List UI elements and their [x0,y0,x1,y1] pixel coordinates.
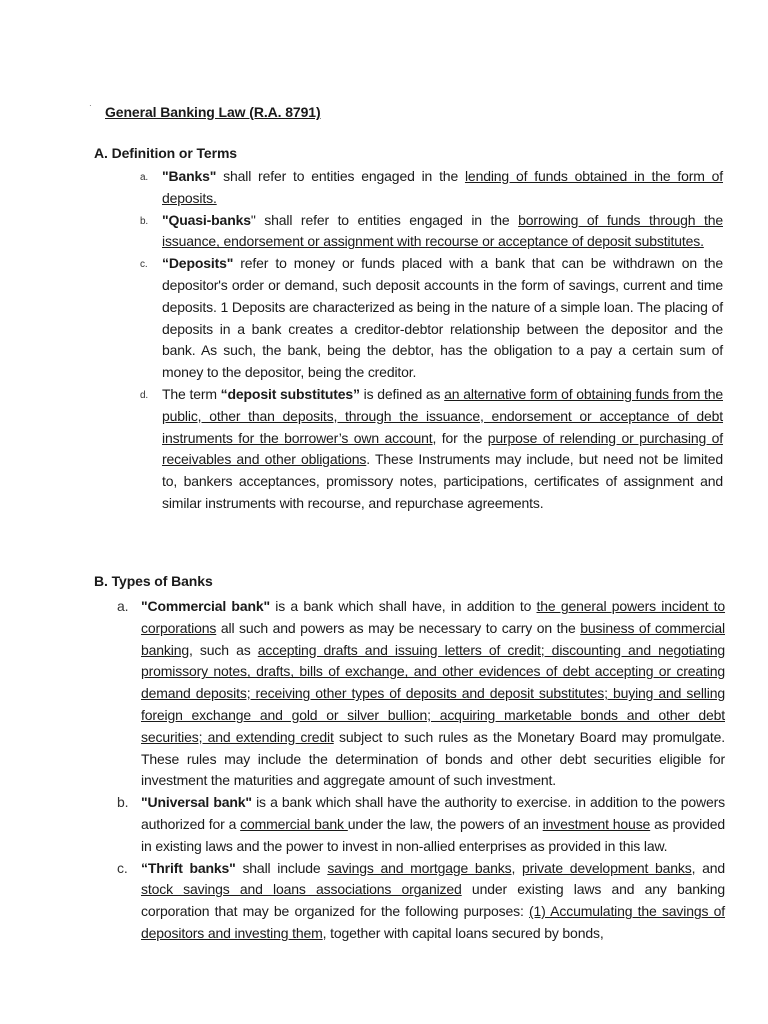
type-commercial-bank [117,596,726,792]
underlined-text: lending of funds obtained in the form of deposits. [162,168,723,206]
underlined-text: stock savings and loans associations organized [141,881,462,898]
text: is a bank which shall have the authority to exercise. in addition to the powers authorized for a [141,794,726,832]
underlined-text: borrowing of funds through the issuance, endorsement or assignment with recourse or acceptance of deposit substitutes. [162,211,723,250]
list-marker: a. [117,598,129,614]
list-marker: c. [140,259,148,271]
term: “deposit substitutes” [220,385,360,402]
text: shall refer to entities engaged in the [216,168,465,184]
text: , and [691,859,726,876]
text: . These Instruments may include, but need not be limited to, bankers acceptances, promissory notes, participations, certificates of assignment and similar instruments with recourse, and repurchase agreements. [162,451,723,511]
text: , together with capital loans secured by bonds, [322,924,604,941]
underlined-text: the general powers incident to corporations [141,598,726,636]
underlined-text: purpose of relending or purchasing of receivables and other obligations [162,429,723,468]
list-marker: b. [140,215,149,227]
list-marker: b. [117,794,129,811]
text: , for the [432,429,488,446]
text: shall include [235,859,328,876]
text: under existing laws and any banking corporation that may be organized for the following purposes: [141,881,725,920]
term: “Deposits" [162,255,234,272]
text: under the law, the powers of an [347,815,543,832]
underlined-text: private development banks [521,859,692,876]
type-thrift-banks [117,858,726,945]
underlined-text: accepting drafts and issuing letters of credit; discounting and negotiating promissory notes, drafts, bills of exchange, and other evidences of debt accepting or creating demand deposits; receiving other types of deposits and deposit substitutes; buying and selling foreign exchange and gold or silver bullion; acquiring marketable bonds and other debt securities; and extending credit [141,641,725,745]
section-b-heading: B. Types of Banks [94,573,213,589]
underlined-text: investment house [542,815,651,832]
text: is defined as [359,385,445,402]
term: "Universal bank" [141,794,252,811]
type-universal-bank [117,792,726,857]
text: , [511,859,522,876]
term: “Thrift banks" [141,859,236,876]
underlined-text: (1) Accumulating the savings of depositors and investing them [141,903,725,941]
section-a-heading: A. Definition or Terms [94,145,237,161]
text: " shall refer to entities engaged in the [250,211,519,228]
text: refer to money or funds placed with a bank that can be withdrawn on the depositor's order or demand, such deposit accounts in the form of savings, current and time deposits. 1 Deposits are characterized as being in the nature of a simple loan. The placing of deposits in a bank creates a creditor-debtor relationship between the depositor and the bank. As such, the bank, being the debtor, has the obligation to a pay a certain sum of money to the depositor, being the creditor. [162,255,723,381]
underlined-text: an alternative form of obtaining funds from the public, other than deposits, through the issuance, endorsement or acceptance of debt instruments for the borrower’s own account [162,385,723,446]
list-marker: a. [140,172,149,183]
term: "Commercial bank" [141,598,270,614]
bank-types-list [117,596,726,945]
text: subject to such rules as the Monetary Board may promulgate. These rules may include the determination of bonds and other debt securities eligible for investment the maturities and aggregate amount of such investment. [141,728,725,789]
document-title: General Banking Law (R.A. 8791) [105,104,321,120]
text: The term [162,385,221,402]
definition-deposits [140,253,723,384]
bullet-mark: · [89,101,92,110]
definition-banks [140,166,723,210]
underlined-text: savings and mortgage banks [327,859,512,876]
definition-deposit-substitutes [140,384,723,515]
underlined-text: commercial bank [240,815,348,832]
definitions-list [140,166,723,515]
term: "Banks" [162,168,217,184]
underlined-text: business of commercial banking [141,619,725,658]
text: , such as [189,641,258,658]
term: "Quasi-banks [162,211,251,228]
text: all such and powers as may be necessary to carry on the [216,619,581,636]
definition-quasi-banks [140,210,723,254]
list-marker: c. [117,859,128,876]
list-marker: d. [140,389,149,401]
text: as provided in existing laws and the power to invest in non-allied enterprises as provided in this law. [141,815,725,854]
text: is a bank which shall have, in addition to [270,598,537,614]
